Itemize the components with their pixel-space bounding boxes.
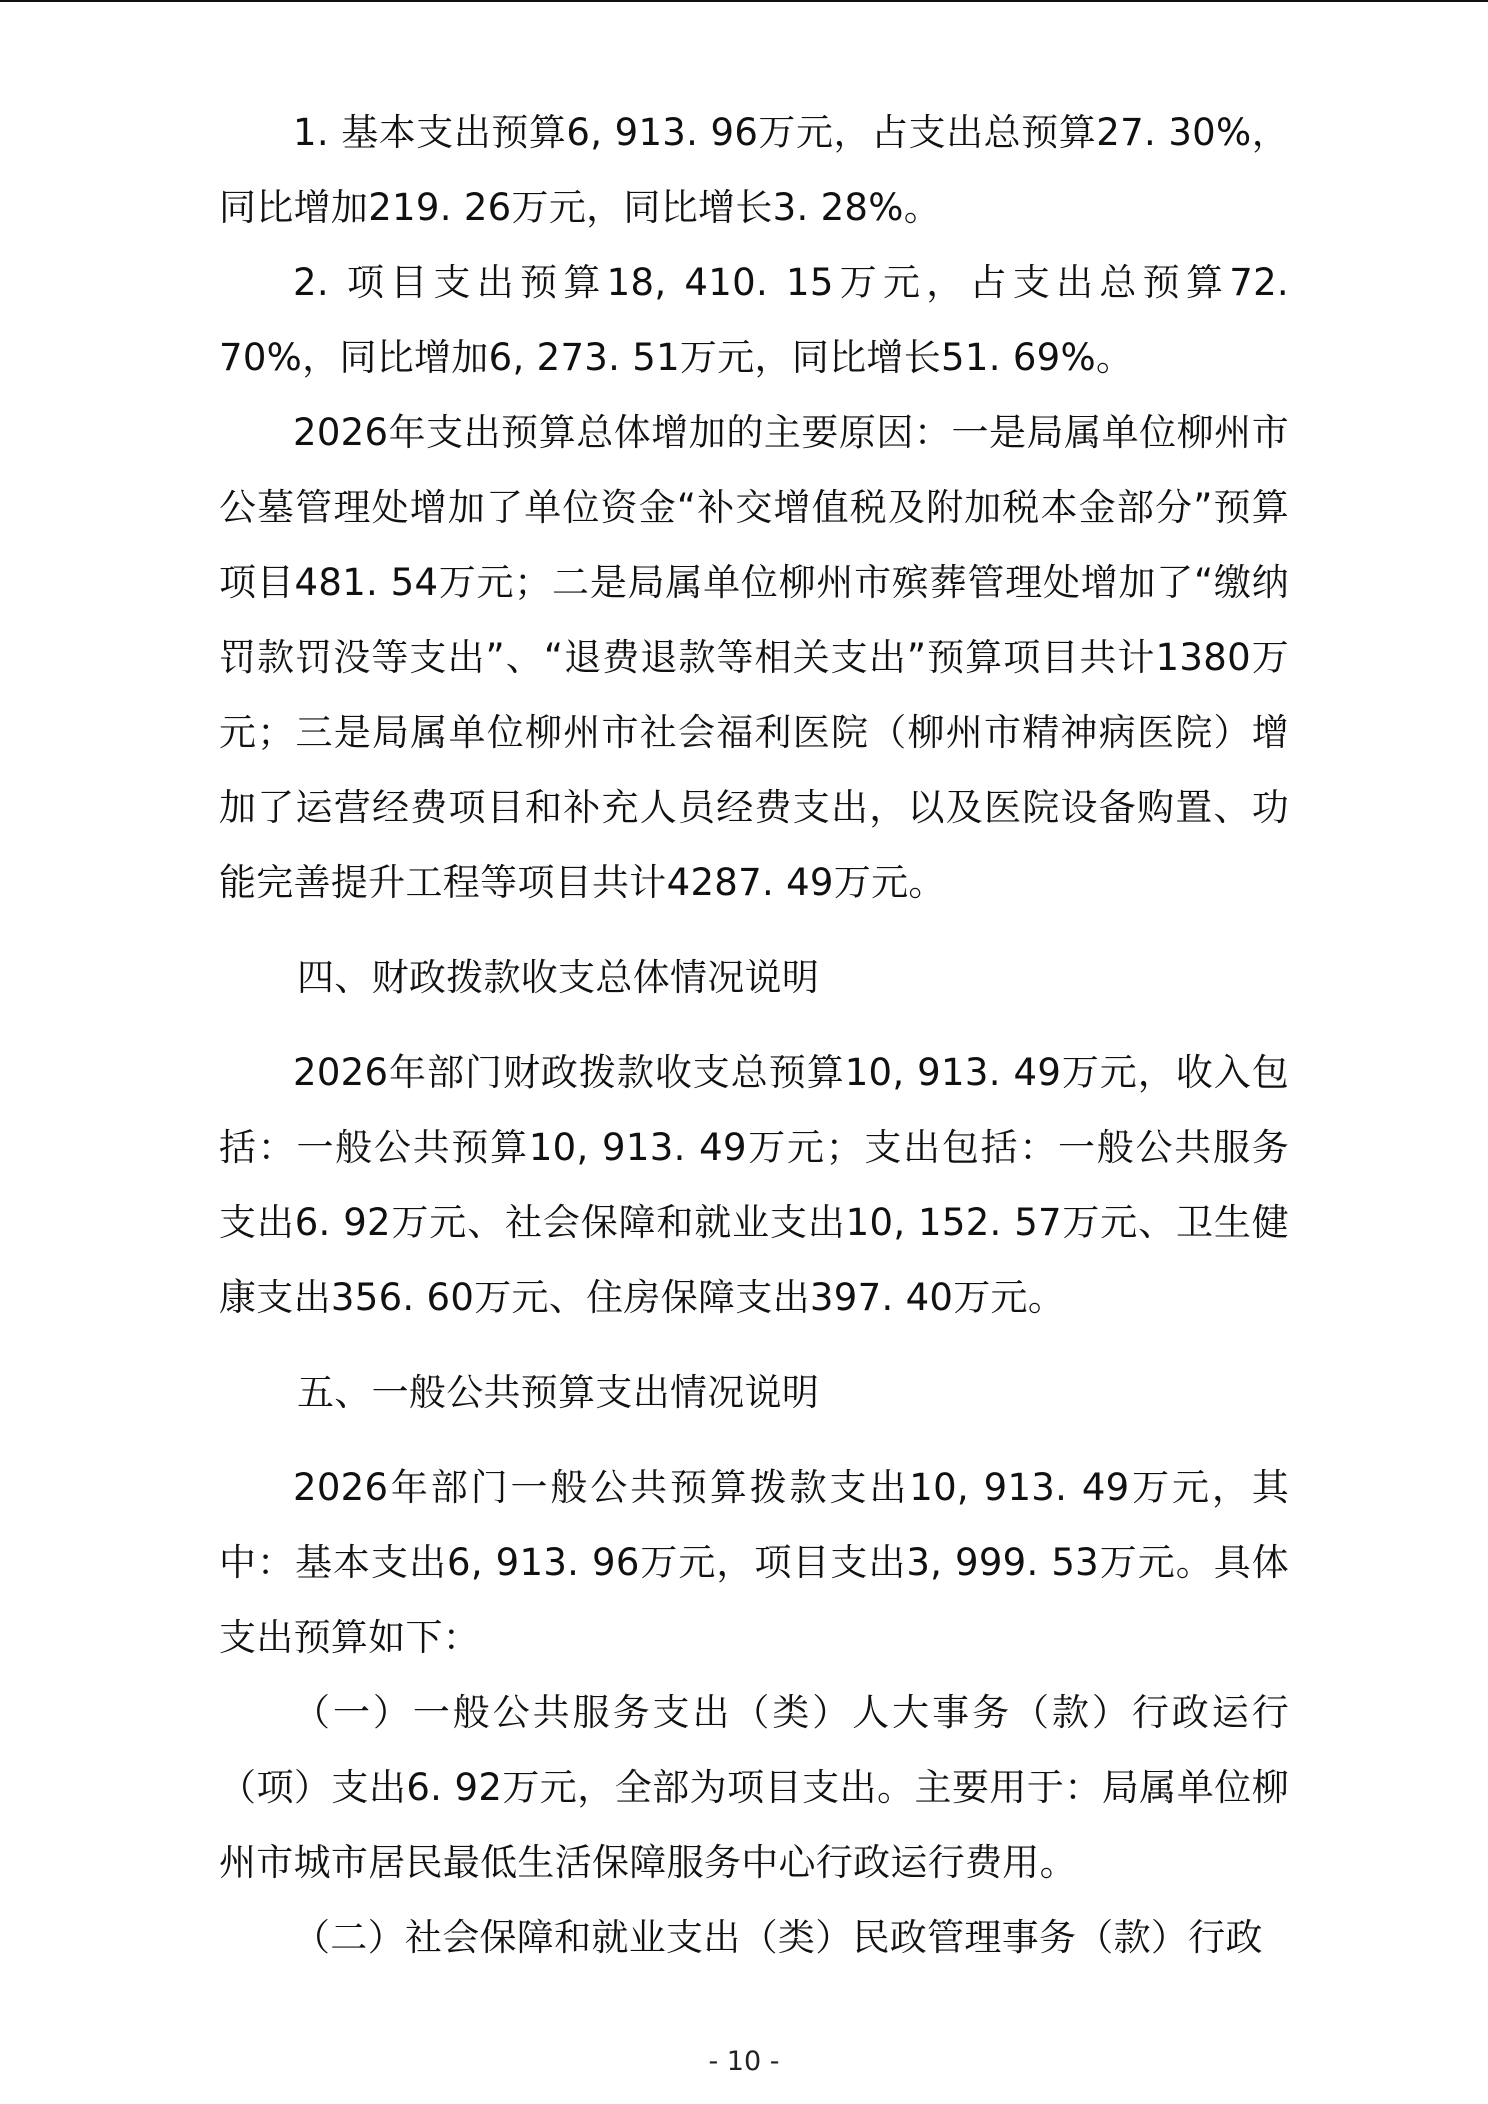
section-heading-4: 四、财政拨款收支总体情况说明: [297, 956, 820, 999]
paragraph-project-expenditure: 2. 项目支出预算18, 410. 15万元，占支出总预算72. 70%，同比增加6, 273. 51万元，同比增长51. 69%。: [219, 261, 1289, 379]
page-top-border: [0, 0, 1488, 2]
document-body: [219, 95, 1289, 1975]
paragraph-item-1: （一）一般公共服务支出（类）人大事务（款）行政运行（项）支出6. 92万元，全部为项目支出。主要用于：局属单位柳州市城市居民最低生活保障服务中心行政运行费用。: [219, 1691, 1289, 1884]
paragraph-fiscal-appropriation: 2026年部门财政拨款收支总预算10, 913. 49万元，收入包括：一般公共预算10, 913. 49万元；支出包括：一般公共服务支出6. 92万元、社会保障和就业支出10, 152. 57万元、卫生健康支出356. 60万元、住房保障支出397. 40万元。: [219, 1051, 1289, 1319]
paragraph-basic-expenditure: 1. 基本支出预算6, 913. 96万元，占支出总预算27. 30%，同比增加219. 26万元，同比增长3. 28%。: [219, 111, 1289, 229]
paragraph-general-budget: 2026年部门一般公共预算拨款支出10, 913. 49万元，其中：基本支出6, 913. 96万元，项目支出3, 999. 53万元。具体支出预算如下：: [219, 1466, 1289, 1659]
page-number: - 10 -: [708, 2046, 780, 2077]
paragraph-increase-reasons: 2026年支出预算总体增加的主要原因：一是局属单位柳州市公墓管理处增加了单位资金“补交增值税及附加税本金部分”预算项目481. 54万元；二是局属单位柳州市殡葬管理处增加了“缴纳罚款罚没等支出”、“退费退款等相关支出”预算项目共计1380万元；三是局属单位柳州市社会福利医院（柳州市精神病医院）增加了运营经费项目和补充人员经费支出，以及医院设备购置、功能完善提升工程等项目共计4287. 49万元。: [219, 411, 1289, 904]
paragraph-item-2: （二）社会保障和就业支出（类）民政管理事务（款）行政: [293, 1916, 1263, 1959]
section-heading-5: 五、一般公共预算支出情况说明: [297, 1371, 820, 1414]
